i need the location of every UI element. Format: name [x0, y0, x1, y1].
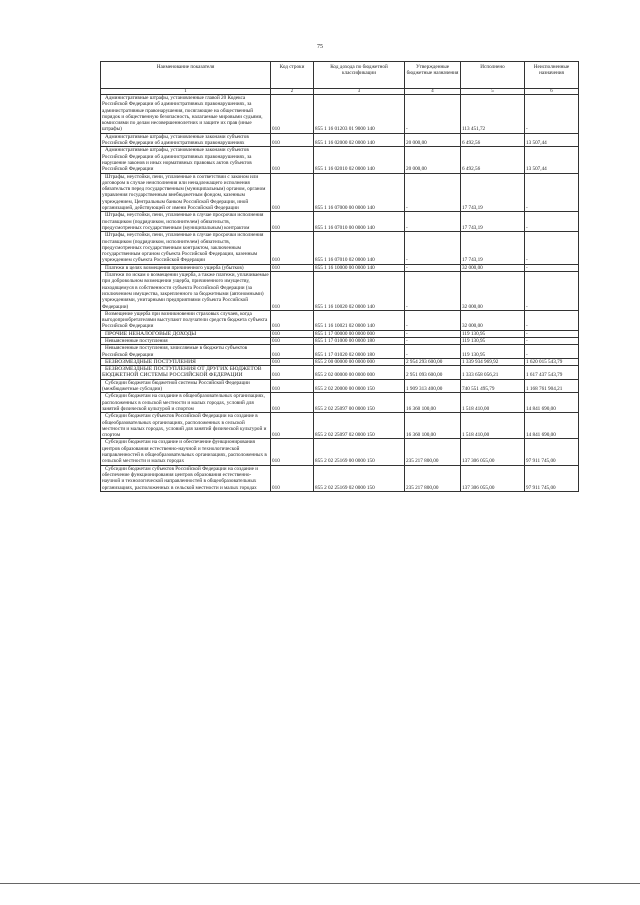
row-code: 010	[271, 173, 314, 212]
header-approved: Утвержденные бюджетные назначения	[405, 62, 461, 89]
table-row	[101, 212, 579, 232]
table-row	[101, 439, 579, 465]
row-unexecuted: -	[525, 232, 579, 264]
row-approved: -	[405, 272, 461, 311]
row-approved: 20 000,00	[405, 133, 461, 147]
row-name: Субсидии бюджетам на создание и обеспечение функционирования центров образования естественно-научной и технологической направленностей в общеобразовательных организациях, расположенных в сельской местности и малых городах	[101, 439, 271, 465]
row-name: Невыясненные поступления, зачисляемые в бюджеты субъектов Российской Федерации	[101, 345, 271, 359]
row-code: 010	[271, 330, 314, 337]
row-approved: 16 360 100,00	[405, 413, 461, 439]
row-unexecuted: -	[525, 337, 579, 344]
row-name: Субсидии бюджетам субъектов Российской Федерации на создание в общеобразовательных организациях, расположенных в сельской местности и малых городах, условий для занятий физической культурой и спортом	[101, 413, 271, 439]
row-code: 010	[271, 345, 314, 359]
row-executed: 137 306 055,00	[461, 465, 525, 491]
row-unexecuted: 13 507,44	[525, 147, 579, 173]
row-code: 010	[271, 264, 314, 271]
row-executed: 17 743,19	[461, 173, 525, 212]
row-classification-code: 855 1 16 10021 02 0000 140	[314, 310, 405, 330]
row-name: Возмещение ущерба при возникновении страховых случаев, когда выгодоприобретателями выступают получатели средств бюджета субъекта Российской Федерации	[101, 310, 271, 330]
row-approved: 1 909 313 400,00	[405, 379, 461, 393]
row-classification-code: 855 1 16 07010 00 0000 140	[314, 212, 405, 232]
row-name: Штрафы, неустойки, пени, уплаченные в соответствии с законом или договором в случае неисполнения или ненадлежащего исполнения обязательств перед государственным (муниципальным) органом, органом управления государственным внебюджетным фондом, казенным учреждением, Центральным банком Российской Федерации, иной организацией, действующей от имени Российской Федерации	[101, 173, 271, 212]
row-approved: -	[405, 337, 461, 344]
page-bottom-rule	[0, 883, 640, 884]
row-classification-code: 855 1 17 01000 00 0000 180	[314, 337, 405, 344]
row-unexecuted: -	[525, 264, 579, 271]
row-name: Субсидии бюджетам субъектов Российской Федерации на создание и обеспечение функционирования центров образования естественно-научной и технологической направленностей в общеобразовательных организациях, расположенных в сельской местности и малых городах	[101, 465, 271, 491]
row-unexecuted: -	[525, 345, 579, 359]
row-code: 010	[271, 272, 314, 311]
column-index: 2	[271, 89, 314, 95]
row-name: Субсидии бюджетам бюджетной системы Российской Федерации (межбюджетные субсидии)	[101, 379, 271, 393]
row-classification-code: 855 1 16 02010 02 0000 140	[314, 147, 405, 173]
column-index: 3	[314, 89, 405, 95]
row-approved: 235 217 800,00	[405, 465, 461, 491]
row-classification-code: 855 2 02 25097 00 0000 150	[314, 393, 405, 413]
row-approved: 2 951 093 600,00	[405, 366, 461, 380]
header-classification-code: Код дохода по бюджетной классификации	[314, 62, 405, 89]
row-code: 010	[271, 465, 314, 491]
row-unexecuted: 14 841 690,00	[525, 393, 579, 413]
row-code: 010	[271, 393, 314, 413]
row-executed: 32 000,00	[461, 272, 525, 311]
row-classification-code: 855 2 00 00000 00 0000 000	[314, 358, 405, 365]
row-unexecuted: 1 617 437 543,79	[525, 366, 579, 380]
row-code: 010	[271, 212, 314, 232]
row-executed: 119 130,95	[461, 337, 525, 344]
row-classification-code: 855 1 17 00000 00 0000 000	[314, 330, 405, 337]
row-executed: 119 130,95	[461, 330, 525, 337]
row-executed: 17 743,19	[461, 232, 525, 264]
row-classification-code: 855 2 02 25097 02 0000 150	[314, 413, 405, 439]
column-index: 6	[525, 89, 579, 95]
table-row	[101, 393, 579, 413]
row-approved: 2 954 293 600,00	[405, 358, 461, 365]
row-executed: 1 333 658 056,21	[461, 366, 525, 380]
row-classification-code: 855 1 16 01203 01 9000 140	[314, 95, 405, 134]
row-unexecuted: 97 911 745,00	[525, 439, 579, 465]
row-classification-code: 855 1 17 01020 02 0000 180	[314, 345, 405, 359]
table-row	[101, 345, 579, 359]
row-name: Административные штрафы, установленные главой 20 Кодекса Российской Федерации об административных правонарушениях, за административные правонарушения, посягающие на общественный порядок и общественную безопасность, налагаемые мировыми судьями, комиссиями по делам несовершеннолетних и защите их прав (иные штрафы)	[101, 95, 271, 134]
row-classification-code: 855 2 02 20000 00 0000 150	[314, 379, 405, 393]
row-name: Невыясненные поступления	[101, 337, 271, 344]
row-code: 010	[271, 358, 314, 365]
row-unexecuted: -	[525, 310, 579, 330]
row-name: Субсидии бюджетам на создание в общеобразовательных организациях, расположенных в сельской местности и малых городах, условий для занятий физической культурой и спортом	[101, 393, 271, 413]
row-executed: 1 518 410,00	[461, 413, 525, 439]
row-code: 010	[271, 379, 314, 393]
table-row	[101, 95, 579, 134]
table-body	[101, 95, 579, 492]
row-unexecuted: -	[525, 272, 579, 311]
row-approved: -	[405, 310, 461, 330]
row-approved: 16 360 100,00	[405, 393, 461, 413]
table-row	[101, 147, 579, 173]
row-approved: -	[405, 264, 461, 271]
row-approved: -	[405, 330, 461, 337]
table-row	[101, 465, 579, 491]
table-row	[101, 330, 579, 337]
table-row	[101, 358, 579, 365]
row-code: 010	[271, 147, 314, 173]
row-executed: 32 000,00	[461, 264, 525, 271]
row-classification-code: 855 2 02 00000 00 0000 000	[314, 366, 405, 380]
row-code: 010	[271, 337, 314, 344]
row-approved: -	[405, 173, 461, 212]
row-executed: 6 492,56	[461, 133, 525, 147]
row-code: 010	[271, 95, 314, 134]
row-classification-code: 855 1 16 10020 02 0000 140	[314, 272, 405, 311]
table-row	[101, 173, 579, 212]
row-code: 010	[271, 413, 314, 439]
row-name: Платежи по искам о возмещении ущерба, а также платежи, уплачиваемые при добровольном возмещении ущерба, причиненного имуществу, находящемуся в собственности субъекта Российской Федерации (за исключением имущества, закрепленного за бюджетными (автономными) учреждениями, унитарными предприятиями субъекта Российской Федерации)	[102, 272, 269, 310]
row-classification-code: 855 1 16 07010 02 0000 140	[314, 232, 405, 264]
table-row	[101, 133, 579, 147]
row-unexecuted: 97 911 745,00	[525, 465, 579, 491]
row-executed: 6 492,56	[461, 147, 525, 173]
row-name: Платежи в целях возмещения причиненного ущерба (убытков)	[101, 264, 271, 271]
row-approved: 20 000,00	[405, 147, 461, 173]
row-executed: 1 518 410,00	[461, 393, 525, 413]
row-code: 010	[271, 133, 314, 147]
row-name: Административные штрафы, установленные законами субъектов Российской Федерации об административных правонарушениях, за нарушение законов и иных нормативных правовых актов субъектов Российской Федерации	[101, 147, 271, 173]
row-code: 010	[271, 439, 314, 465]
row-name: ПРОЧИЕ НЕНАЛОГОВЫЕ ДОХОДЫ	[101, 330, 271, 337]
row-unexecuted: 1 168 761 904,21	[525, 379, 579, 393]
table-row	[101, 310, 579, 330]
row-executed: 32 000,00	[461, 310, 525, 330]
row-classification-code: 855 1 16 07000 00 0000 140	[314, 173, 405, 212]
header-indicator-name: Наименование показателя	[101, 62, 271, 89]
row-name: БЕЗВОЗМЕЗДНЫЕ ПОСТУПЛЕНИЯ	[101, 358, 271, 365]
header-unexecuted: Неисполненные назначения	[525, 62, 579, 89]
row-unexecuted: -	[525, 330, 579, 337]
row-unexecuted: 13 507,44	[525, 133, 579, 147]
row-approved: -	[405, 345, 461, 359]
row-code: 010	[271, 310, 314, 330]
row-unexecuted: -	[525, 173, 579, 212]
table-row	[101, 366, 579, 380]
row-classification-code: 855 2 02 25169 00 0000 150	[314, 439, 405, 465]
header-row-code: Код строки	[271, 62, 314, 89]
row-executed: 137 306 055,00	[461, 439, 525, 465]
row-name: Административные штрафы, установленные законами субъектов Российской Федерации об административных правонарушениях	[101, 133, 271, 147]
table-row	[101, 264, 579, 271]
row-unexecuted: -	[525, 212, 579, 232]
row-approved: -	[405, 232, 461, 264]
column-index: 4	[405, 89, 461, 95]
page-number: 75	[317, 44, 323, 50]
table-row	[101, 413, 579, 439]
row-approved: -	[405, 212, 461, 232]
header-executed: Исполнено	[461, 62, 525, 89]
column-index: 1	[101, 89, 271, 95]
row-unexecuted: 1 620 015 543,79	[525, 358, 579, 365]
table-header-row	[101, 62, 579, 89]
row-name: БЕЗВОЗМЕЗДНЫЕ ПОСТУПЛЕНИЯ ОТ ДРУГИХ БЮДЖЕТОВ БЮДЖЕТНОЙ СИСТЕМЫ РОССИЙСКОЙ ФЕДЕРАЦИИ	[101, 366, 271, 380]
row-classification-code: 855 1 16 10000 00 0000 140	[314, 264, 405, 271]
column-index: 5	[461, 89, 525, 95]
table-row	[101, 379, 579, 393]
row-approved: 235 217 800,00	[405, 439, 461, 465]
row-unexecuted: -	[525, 95, 579, 134]
row-name: Штрафы, неустойки, пени, уплаченные в случае просрочки исполнения поставщиком (подрядчиком, исполнителем) обязательств, предусмотренных государственным контрактом, заключенным государственным органом субъекта Российской Федерации, казенным учреждением субъекта Российской Федерации	[101, 232, 271, 264]
row-code: 010	[271, 232, 314, 264]
row-executed: 740 551 495,79	[461, 379, 525, 393]
row-unexecuted: 14 841 690,00	[525, 413, 579, 439]
row-name: Штрафы, неустойки, пени, уплаченные в случае просрочки исполнения поставщиком (подрядчиком, исполнителем) обязательств, предусмотренных государственным (муниципальным) контрактом	[101, 212, 271, 232]
table-row	[101, 232, 579, 264]
budget-execution-table	[100, 61, 579, 492]
table-row	[101, 272, 579, 311]
row-executed: 113 451,72	[461, 95, 525, 134]
row-code: 010	[271, 366, 314, 380]
row-classification-code: 855 1 16 02000 02 0000 140	[314, 133, 405, 147]
table-row	[101, 337, 579, 344]
row-classification-code: 855 2 02 25169 02 0000 150	[314, 465, 405, 491]
row-executed: 17 743,19	[461, 212, 525, 232]
row-executed: 1 339 934 969,92	[461, 358, 525, 365]
row-approved: -	[405, 95, 461, 134]
row-executed: 119 130,95	[461, 345, 525, 359]
